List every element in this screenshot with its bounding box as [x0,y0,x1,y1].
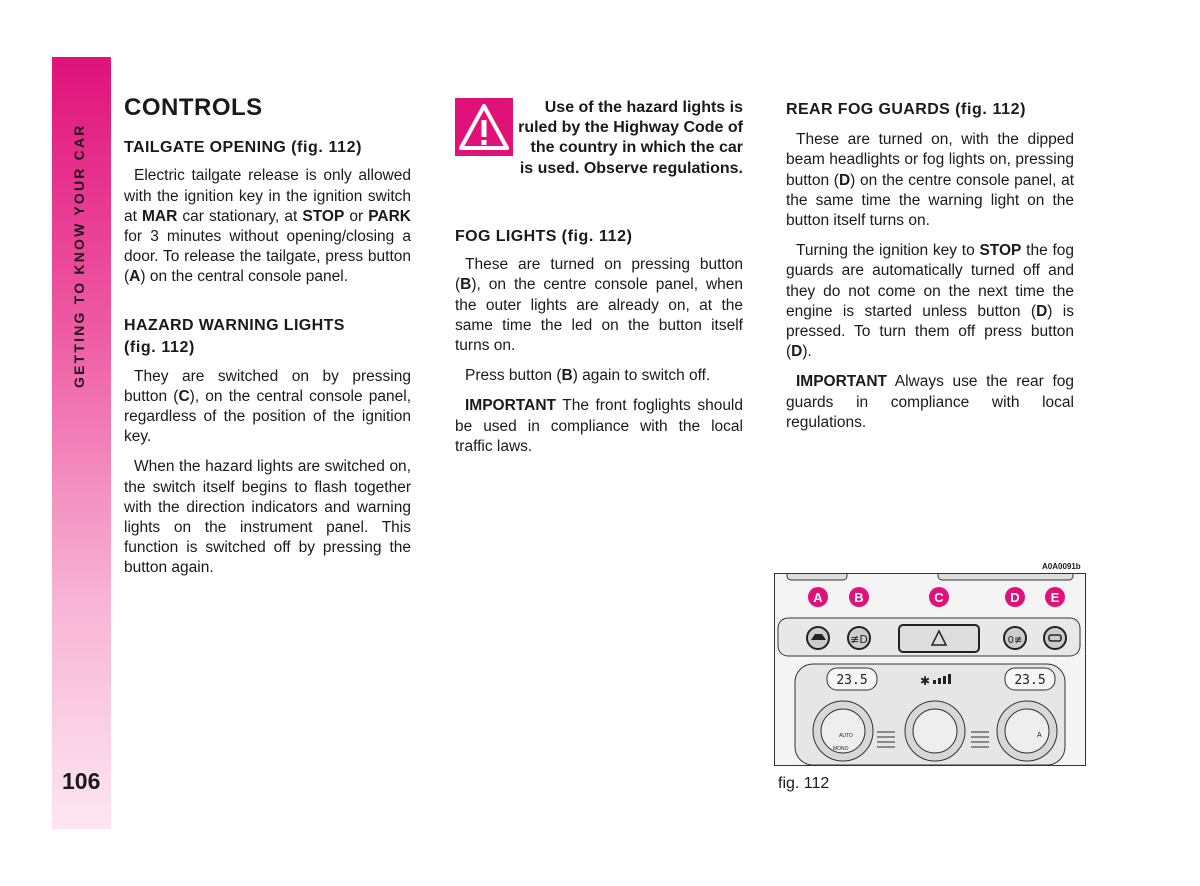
knob-label-mono: MONO [833,746,849,752]
console-illustration [775,574,1085,765]
column-1 [124,94,412,589]
fog-heading: FOG LIGHTS (fig. 112) [455,228,633,245]
hazard-text-2: When the hazard lights are switched on, the switch itself begins to flash together with the direction indicators and warning lights on the instrument panel. This function is switched off by pressing the button again. [124,458,411,577]
page-title: CONTROLS [124,94,263,121]
button-b-icon [848,627,870,649]
warning-box [455,98,743,179]
figure-code: A0A0091b [1042,562,1081,571]
rear-fog-text-1: These are turned on, with the dipped beam headlights or fog lights on, pressing button (D) on the centre console panel, at the same time the warning light on the button itself turns on. [786,131,1075,230]
knob-label-a: A [1037,732,1042,739]
page-number: 106 [62,768,101,794]
fog-important: IMPORTANT The front foglights should be used in compliance with the local traffic laws. [455,397,743,455]
label-b: B [854,590,864,605]
svg-text:≢D: ≢D [850,633,868,646]
chapter-label: GETTING TO KNOW YOUR CAR [71,123,87,388]
rear-fog-important: IMPORTANT Always use the rear fog guards in compliance with local regulations. [786,373,1074,431]
svg-text:✱: ✱ [920,674,931,688]
rear-fog-text-2: Turning the ignition key to STOP the fog guards are automatically turned off and they do not come on the next time the engine is started unless button (D) is pressed. To turn them off press button (D). [786,242,1074,361]
label-a: A [813,590,823,605]
column-3 [786,100,1074,443]
tailgate-heading: TAILGATE OPENING (fig. 112) [124,139,363,157]
button-d-icon [1004,627,1026,649]
console-figure [774,573,1086,766]
column-2 [455,227,743,467]
label-c: C [934,590,944,605]
tailgate-text: Electric tailgate release is only allowed with the ignition key in the ignition switch at MAR car stationary, at STOP or PARK for 3 minutes without opening/closing a door. To release the tailgate, press button (A) on the central console panel. [124,167,412,286]
temp-left: 23.5 [836,673,868,688]
knob-label-auto: AUTO [839,733,853,739]
label-d: D [1010,590,1020,605]
hazard-text-1: They are switched on by pressing button (C), on the central console panel, regardless of the position of the ignition key. [124,367,412,446]
warning-text: Use of the hazard lights is ruled by the Highway Code of the country in which the car is used. Observe regulations. [518,99,743,177]
hazard-heading: HAZARD WARNING LIGHTS (fig. 112) [124,316,345,356]
temp-right: 23.5 [1014,673,1046,688]
button-e-icon [1044,627,1066,649]
figure-caption: fig. 112 [778,775,830,792]
rear-fog-heading: REAR FOG GUARDS (fig. 112) [786,101,1026,118]
fog-text-1: These are turned on pressing button (B), on the centre console panel, when the outer lights are already on, at the same time the led on the button itself turns on. [455,256,743,355]
svg-text:0≢: 0≢ [1007,635,1023,646]
fog-text-2: Press button (B) again to switch off. [465,367,711,385]
button-a-icon [807,627,829,649]
label-e: E [1050,590,1060,605]
